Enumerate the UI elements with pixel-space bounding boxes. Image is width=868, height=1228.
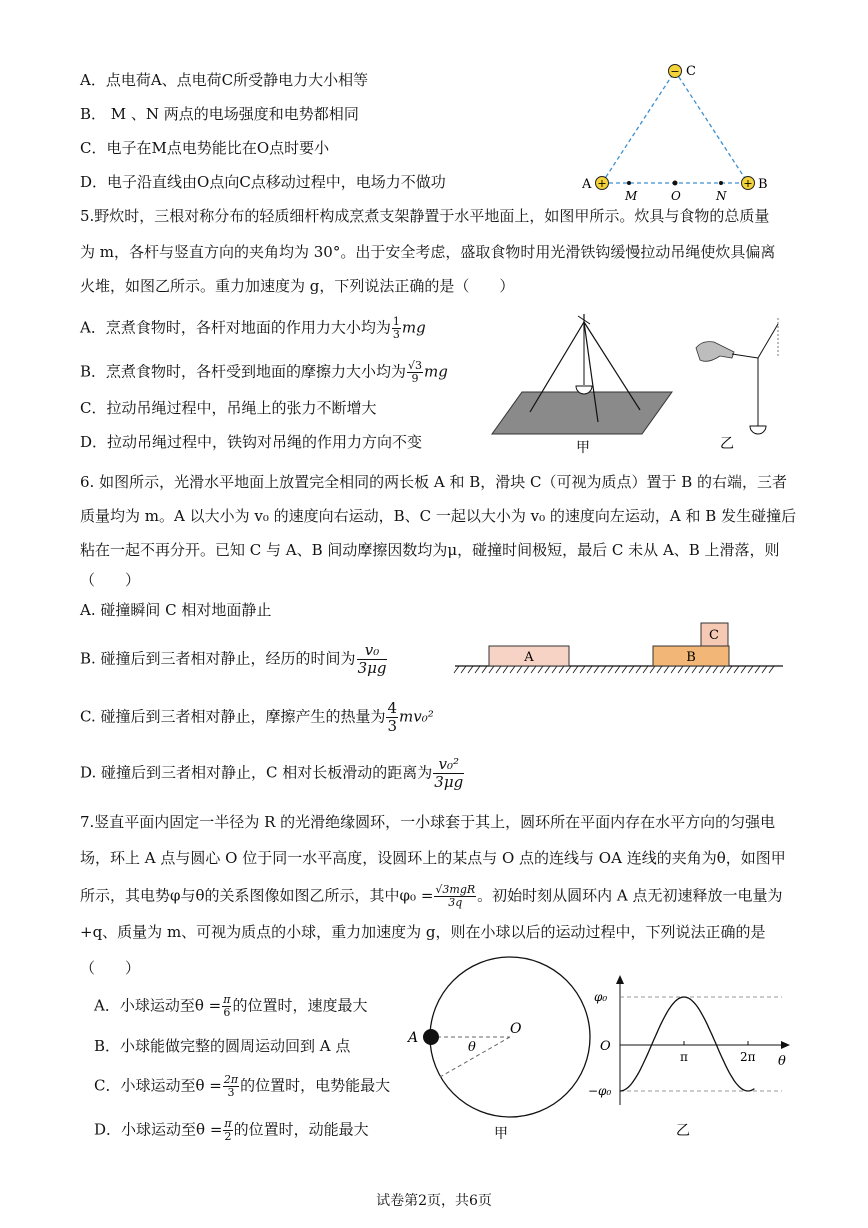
q7-caption-yi: 乙: [676, 1123, 690, 1139]
q7-option-c: C．小球运动至θ = $\frac{2\pi}{3}$ 的位置时，电势能最大: [94, 1073, 391, 1099]
q4-minus-sign: −: [670, 65, 680, 78]
q6-option-a: A. 碰撞瞬间 C 相对地面静止: [80, 601, 272, 619]
q5-label-jia: 甲: [576, 440, 590, 456]
q7-ring-figure: [400, 955, 600, 1145]
q4-option-d: D．电子沿直线由O点向C点移动过程中，电场力不做功: [80, 173, 446, 191]
q6-stem-line4: （ ）: [80, 571, 141, 589]
q5-option-c: C．拉动吊绳过程中，吊绳上的张力不断增大: [80, 399, 377, 417]
q7-label-o: O: [510, 1021, 522, 1037]
q7-stem-line4: +q、质量为 m、可视为质点的小球，重力加速度为 g，则在小球以后的运动过程中，下列说法正确的是: [80, 923, 766, 941]
q4-label-a: A: [582, 177, 592, 192]
q4-plus-sign-a: +: [597, 177, 607, 190]
q6-option-d: D. 碰撞后到三者相对静止，C 相对长板滑动的距离为 $\frac{\text{v₀²}}{3\mu g}$: [80, 755, 464, 791]
q5-label-yi: 乙: [720, 436, 734, 452]
q4-label-n: N: [716, 189, 727, 203]
q5-stem-line2: 为 m，各杆与竖直方向的夹角均为 30°。出于安全考虑，盛取食物时用光滑铁钩缓慢拉动吊绳使炊具偏离: [80, 243, 776, 261]
q7-stem-line5: （ ）: [80, 959, 141, 977]
q4-triangle-figure: [570, 55, 790, 205]
q5-option-b: B．烹煮食物时，各杆受到地面的摩擦力大小均为 $\frac{√3}{9}$ mg: [80, 359, 448, 385]
q7-label-a: A: [408, 1030, 419, 1046]
q4-label-o: O: [671, 189, 681, 203]
q4-plus-sign-b: +: [743, 177, 753, 190]
q7-caption-jia: 甲: [494, 1126, 508, 1142]
q6-stem-line1: 6. 如图所示，光滑水平地面上放置完全相同的两长板 A 和 B，滑块 C（可视为质点）置于 B 的右端，三者: [80, 473, 788, 491]
q5-stem-line3: 火堆，如图乙所示。重力加速度为 g，下列说法正确的是（ ）: [80, 277, 515, 295]
q4-label-b: B: [758, 177, 768, 192]
q6-board-b-label: B: [686, 650, 696, 665]
q6-board-a-label: A: [524, 650, 534, 665]
q7-graph-pi: π: [680, 1050, 688, 1064]
q7-graph-theta: θ: [778, 1054, 786, 1069]
q5-hook-figure: [692, 318, 792, 458]
q5-option-d: D．拉动吊绳过程中，铁钩对吊绳的作用力方向不变: [80, 433, 423, 451]
q7-stem-line3: 所示，其电势φ与θ的关系图像如图乙所示，其中φ₀ = $\frac{\text{√3mgR}}{3q}$ 。初始时刻从圆环内 A 点无初速释放一电量为: [80, 883, 783, 909]
q4-option-b: B． M 、N 两点的电场强度和电势都相同: [80, 105, 359, 123]
q4-label-c: C: [686, 64, 696, 79]
q6-option-b: B. 碰撞后到三者相对静止，经历的时间为 $\frac{\text{v₀}}{3\mu g}$: [80, 641, 387, 677]
q7-potential-graph: [588, 975, 792, 1145]
q6-option-c: C. 碰撞后到三者相对静止，摩擦产生的热量为 $\frac{4}{3}$ mv₀²: [80, 699, 434, 735]
q5-option-a: A．烹煮食物时，各杆对地面的作用力大小均为 $\frac{1}{3}$ mg: [80, 315, 426, 341]
q7-graph-2pi: 2π: [740, 1050, 756, 1064]
q7-option-b: B．小球能做完整的圆周运动回到 A 点: [94, 1037, 351, 1055]
q4-label-m: M: [625, 189, 638, 203]
q6-boards-figure: [455, 615, 785, 677]
q7-graph-phi0: φ₀: [594, 990, 608, 1004]
q5-stem-line1: 5.野炊时，三根对称分布的轻质细杆构成烹煮支架静置于水平地面上，如图甲所示。炊具与食物的总质量: [80, 207, 770, 225]
q6-block-c-label: C: [709, 628, 719, 643]
q7-option-d: D．小球运动至θ = $\frac{\pi}{2}$ 的位置时，动能最大: [94, 1117, 369, 1143]
q7-option-a: A．小球运动至θ = $\frac{\pi}{6}$ 的位置时，速度最大: [94, 993, 368, 1019]
q7-graph-origin: O: [600, 1039, 611, 1054]
q7-stem-line2: 场，环上 A 点与圆心 O 位于同一水平高度，设圆环上的某点与 O 点的连线与 OA 连线的夹角为θ，如图甲: [80, 849, 786, 867]
q7-stem-line1: 7.竖直平面内固定一半径为 R 的光滑绝缘圆环，一小球套于其上，圆环所在平面内存在水平方向的匀强电: [80, 813, 776, 831]
q6-stem-line3: 粘在一起不再分开。已知 C 与 A、B 间动摩擦因数均为μ，碰撞时间极短，最后 C 未从 A、B 上滑落，则: [80, 541, 780, 559]
q7-graph-neg-phi0: −φ₀: [588, 1084, 612, 1098]
q4-option-a: A．点电荷A、点电荷C所受静电力大小相等: [80, 71, 369, 89]
q7-label-theta: θ: [468, 1040, 476, 1055]
q5-tripod-figure: [490, 310, 680, 460]
q4-option-c: C．电子在M点电势能比在O点时要小: [80, 139, 330, 157]
q6-stem-line2: 质量均为 m。A 以大小为 v₀ 的速度向右运动，B、C 一起以大小为 v₀ 的速度向左运动，A 和 B 发生碰撞后: [80, 507, 797, 525]
page-footer: 试卷第2页，共6页: [376, 1193, 492, 1209]
